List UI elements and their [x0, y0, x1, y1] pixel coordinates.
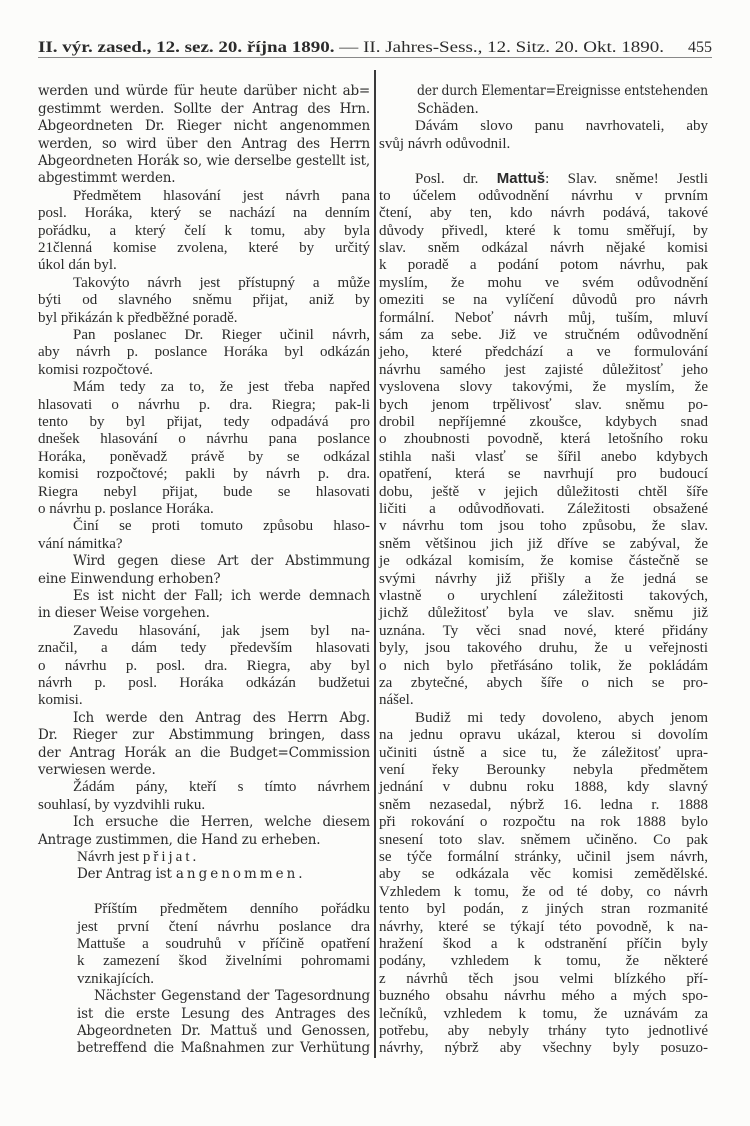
right-column-line [379, 571, 708, 588]
right-column-line [379, 745, 708, 762]
line-text: der durch Elementar=Ereignisse entstehenden [417, 83, 708, 100]
line-text: eine Einwendung erhoben? [38, 570, 221, 587]
left-column-line [77, 971, 370, 988]
left-column-line [38, 344, 370, 361]
line-text: dnešek hlasování o návrhu pana poslance [38, 431, 370, 448]
left-column-line [94, 988, 370, 1005]
left-column-line [77, 866, 370, 883]
line-text: Riegra nebyl přijat, bude se hlasovati [38, 483, 370, 500]
right-column-line [379, 310, 708, 327]
line-text: Budiž mi tedy dovoleno, abych jenom [415, 709, 708, 726]
left-column-line [73, 518, 370, 535]
line-text: dobu, ještě v jejich důležitosti chtěl šíře [379, 483, 708, 500]
right-column-line [417, 101, 708, 118]
line-text: Ich werde den Antrag des Herrn Abg. [73, 709, 370, 726]
left-column-line [73, 379, 370, 396]
line-text: pořádku, a který čelí k tomu, aby byla [38, 222, 370, 239]
right-column-line [379, 292, 708, 309]
line-text: vání námitka? [38, 535, 123, 552]
left-column-line [38, 675, 370, 692]
line-text: o návrhu p. poslance Horáka. [38, 500, 214, 517]
right-column-line [379, 762, 708, 779]
right-column-line [379, 431, 708, 448]
line-text: jest první čtení návrhu poslance dra [77, 918, 370, 935]
line-text: tento by byl přijat, tedy odpadává pro [38, 413, 370, 430]
left-column-line [77, 953, 370, 970]
left-column-line [73, 188, 370, 205]
line-text: při rokování o rozpočtu na rok 1888 bylo [379, 814, 708, 831]
left-column-line [38, 640, 370, 657]
right-column-line [379, 884, 708, 901]
line-text: úkol dán byl. [38, 257, 117, 274]
line-text: k poradě a podání potom návrhu, pak [379, 257, 708, 274]
line-text: uznána. Ty věci snad nové, které přidány [379, 622, 708, 639]
line-text: svůj návrh odůvodnil. [379, 135, 511, 152]
left-column-line [38, 223, 370, 240]
line-text: in dieser Weise vorgehen. [38, 605, 210, 622]
line-text: Antrage zustimmen, die Hand zu erheben. [38, 831, 321, 848]
left-column-line [73, 588, 370, 605]
line-text: o nich bylo přetřásáno tolik, že pokládám [379, 657, 708, 674]
line-text: návrhy, které se týkají této povodně, k na- [379, 918, 708, 935]
line-text: buzného obsahu návrhu mého a mých spo- [379, 988, 708, 1005]
right-column-line [379, 223, 708, 240]
left-column-line [77, 919, 370, 936]
left-column-line [38, 745, 370, 762]
line-text: o návrhu p. posl. dra. Riegra, aby byl [38, 657, 370, 674]
line-text: nášel. [379, 692, 414, 709]
left-column-line [73, 327, 370, 344]
right-column-line [415, 170, 708, 187]
left-column-line [38, 484, 370, 501]
left-column-line [38, 240, 370, 257]
right-column-line [379, 484, 708, 501]
line-text: potřebu, aby nebyly trhány tyto jednotlivé [379, 1022, 708, 1039]
line-text: je odkázal komisím, že komise částečně se [379, 553, 708, 570]
line-text: sněm většinou jich již dříve se zabýval, že [379, 535, 708, 552]
line-text: ličiti a odůvodňovati. Záležitosti obsažené [379, 500, 708, 517]
right-column-line [379, 988, 708, 1005]
line-text: Předmětem hlasování jest návrh pana [73, 187, 370, 204]
header-czech: II. výr. zased., 12. sez. 20. října 1890. [38, 39, 335, 56]
line-text: na jednu opravu ukázal, kterou si dovolím [379, 727, 708, 744]
line-text: v návrhu tom jsou toho způsobu, že slav. [379, 518, 708, 535]
right-column-line [379, 588, 708, 605]
right-column-line [415, 710, 708, 727]
left-column-line [73, 275, 370, 292]
right-column-line [379, 501, 708, 518]
line-text: to účelem odůvodnění návrhu v prvním [379, 187, 708, 204]
line-text: Dávám slovo panu navrhovateli, aby [415, 118, 708, 135]
left-column-line [38, 310, 370, 327]
line-text: gestimmt werden. Sollte der Antrag des Hrn. [38, 100, 370, 117]
line-text: vlastně o urychlení záležitosti takových, [379, 587, 708, 604]
line-text: hlasovati o návrhu p. dra. Riegra; pak-li [38, 396, 370, 413]
line-text: Žádám pány, kteří s tímto návrhem [73, 779, 370, 796]
right-column-line [415, 118, 708, 135]
right-column-line [379, 814, 708, 831]
line-text: jichž důležitosť byla ve slav. sněmu již [379, 605, 708, 622]
line-text: vení řeky Berounky nebyla předmětem [379, 761, 708, 778]
line-text: Der Antrag ist [77, 866, 172, 883]
right-column-line [379, 536, 708, 553]
line-text: Nächster Gegenstand der Tagesordnung [94, 988, 370, 1005]
right-column-line [379, 919, 708, 936]
right-column-line [379, 623, 708, 640]
right-column-line [379, 414, 708, 431]
spaced-result: přijat. [142, 848, 200, 865]
line-text: Wird gegen diese Art der Abstimmung [73, 553, 370, 570]
line-text: hražení škod a k odstranění příčin byly [379, 935, 708, 952]
right-column-line [379, 953, 708, 970]
column-divider [374, 70, 376, 1058]
right-column-line [379, 327, 708, 344]
right-column-line [379, 849, 708, 866]
line-text: Dr. Rieger zur Abstimmung bringen, dass [38, 727, 370, 744]
line-text: sám za sebe. Již ve stručném odůvodnění [379, 326, 708, 343]
right-column-line [379, 136, 708, 153]
line-text: lečníků, vzhledem k tomu, že uznávám za [379, 1005, 708, 1022]
line-text: podány, vzhledem k tomu, že některé [379, 953, 708, 970]
right-column-line [379, 832, 708, 849]
line-text: komisi rozpočtové. [38, 361, 153, 378]
line-text: tento byl podán, z jiných stran rozmanité [379, 901, 708, 918]
line-text: byl přikázán k předběžné poradě. [38, 309, 238, 326]
left-column-line [38, 414, 370, 431]
line-text: vyslovena slovy takovými, že myslím, že [379, 379, 708, 396]
line-text: jeho, které předchází a ve formulování [379, 344, 708, 361]
line-text: betreffend die Maßnahmen zur Verhütung [77, 1040, 370, 1057]
line-text: Mattuše a soudruhů v příčině opatření [77, 935, 370, 952]
line-text: býti od slavného sněmu přijat, aniž by [38, 292, 370, 309]
header-separator: — [339, 39, 359, 56]
line-text: bych jenom trpělivosť slav. sněmu po- [379, 396, 708, 413]
speaker-name: Mattuš [496, 170, 546, 188]
left-column-line [77, 936, 370, 953]
left-column-line [38, 205, 370, 222]
left-column-line [38, 431, 370, 448]
line-text: učiniti ústně a sice tu, že záležitosť upra- [379, 744, 708, 761]
left-column-line [73, 814, 370, 831]
left-column-line [77, 1023, 370, 1040]
line-text: myslím, že mohu ve svém odůvodnění [379, 274, 708, 291]
left-column-line [38, 501, 370, 518]
right-column-line [379, 397, 708, 414]
right-column-line [379, 866, 708, 883]
left-column-line [38, 83, 370, 100]
right-column-line [379, 797, 708, 814]
left-column-line [73, 553, 370, 570]
left-column-line [38, 449, 370, 466]
right-column-line [379, 1023, 708, 1040]
line-text: Takovýto návrh jest přístupný a může [73, 274, 370, 291]
line-text: opatření, která se navrhují pro budoucí [379, 466, 708, 483]
line-text: značil, a dám tedy především hlasovati [38, 640, 370, 657]
line-text: der Antrag Horák an die Budget=Commission [38, 744, 370, 761]
right-column-line [379, 675, 708, 692]
left-column-line [38, 536, 370, 553]
left-column-line [38, 118, 370, 135]
line-text: Návrh jest [77, 848, 140, 865]
right-column-line [379, 1006, 708, 1023]
line-text: vznikajících. [77, 970, 155, 987]
line-text: Pan poslanec Dr. Rieger učinil návrh, [73, 326, 370, 343]
line-text: svými návrhy již přišly a že jedná se [379, 570, 708, 587]
left-column-line [38, 153, 370, 170]
line-text: komisi. [38, 692, 83, 709]
right-column-line [379, 449, 708, 466]
right-column-line [379, 640, 708, 657]
right-column-line [379, 188, 708, 205]
line-text: aby se odkázala věc komisi zemědělské. [379, 866, 708, 883]
line-text: ist die erste Lesung des Antrages des [77, 1005, 370, 1022]
line-text: Horáka, poněvadž právě by se odkázal [38, 448, 370, 465]
left-column-line [38, 658, 370, 675]
left-column-line [38, 257, 370, 274]
right-column-line [379, 518, 708, 535]
left-column-line [38, 832, 370, 849]
line-text: za zbytečné, abych šíře o nich se pro- [379, 674, 708, 691]
right-column-line [379, 692, 708, 709]
line-text: aby návrh p. poslance Horáka byl odkázán [38, 344, 370, 361]
left-column-line [38, 397, 370, 414]
line-text: Vzhledem k tomu, že od té doby, co návrh [379, 883, 708, 900]
left-column-line [38, 136, 370, 153]
line-text: drobil nepříjemné zkoušce, kdybych snad [379, 413, 708, 430]
right-column-line [379, 605, 708, 622]
left-column-line [38, 292, 370, 309]
line-text: se týče formální stránky, učinil jsem návrh, [379, 848, 708, 865]
line-text: souhlasí, by vyzdvihli ruku. [38, 796, 206, 813]
left-column-line [38, 362, 370, 379]
right-column-line [379, 936, 708, 953]
right-column-line [379, 901, 708, 918]
line-text: omeziti se na vylíčení důvodů pro návrh [379, 292, 708, 309]
left-column-line [38, 571, 370, 588]
line-text: důvody přivedl, které k tomu směřují, by [379, 222, 708, 239]
right-column-line [379, 344, 708, 361]
line-text: o zhoubnosti povodně, která letošního roku [379, 431, 708, 448]
line-text: Ich ersuche die Herren, welche diesem [73, 814, 370, 831]
left-column-line [38, 692, 370, 709]
line-text: Činí se proti tomuto způsobu hlaso- [73, 518, 370, 535]
right-column-line [379, 275, 708, 292]
line-text: stihla naši vlasť se šířil anebo kdybych [379, 448, 708, 465]
line-text: snesení toto slav. sněmem učiněno. Co pak [379, 831, 708, 848]
line-text: Schäden. [417, 100, 479, 117]
left-column-line [77, 1006, 370, 1023]
left-column-line [73, 710, 370, 727]
page-number: 455 [688, 39, 712, 56]
line-text: werden, so wird über den Antrag des Herrn [38, 135, 370, 152]
line-text: Mám tedy za to, že jest třeba napřed [73, 379, 370, 396]
header-title [38, 38, 664, 58]
left-column-line [94, 901, 370, 918]
right-column-line [379, 779, 708, 796]
line-text: jednání v dubnu roku 1888, kdy slavný [379, 779, 708, 796]
left-column-line [38, 762, 370, 779]
left-column-line [38, 170, 370, 187]
left-column-line [38, 101, 370, 118]
line-text: formální. Neboť návrh můj, tuším, mluví [379, 309, 708, 326]
right-column-line [379, 379, 708, 396]
line-text: návrhu samého jest zajisté důležitosť jeho [379, 361, 708, 378]
left-column-line [38, 797, 370, 814]
line-text: návrhy, nýbrž aby všechny byly posuzo- [379, 1040, 708, 1057]
left-column-line [38, 605, 370, 622]
line-text: Abgeordneten Dr. Mattuš und Genossen, [77, 1022, 370, 1039]
line-text: k zamezení škod živelními pohromami [77, 953, 370, 970]
line-text: posl. Horáka, který se nachází na denním [38, 205, 370, 222]
right-column-line [379, 240, 708, 257]
line-text: verwiesen werde. [38, 761, 156, 778]
line-text-rest: : Slav. sněme! Jestli [545, 171, 708, 188]
right-column-line [379, 466, 708, 483]
line-text: Zavedu hlasování, jak jsem byl na- [73, 622, 370, 639]
right-column-line [379, 727, 708, 744]
line-text: komisi rozpočtové; pakli by návrh p. dra. [38, 466, 370, 483]
right-column-line [379, 553, 708, 570]
right-column-line [379, 971, 708, 988]
left-column-line [77, 1040, 370, 1057]
line-text: byly, jsou takového druhu, že u veřejnosti [379, 640, 708, 657]
right-column-line [379, 362, 708, 379]
line-text: Abgeordneten Dr. Rieger nicht angenommen [38, 118, 370, 135]
line-text: 21členná komise zvolena, které by určitý [38, 239, 370, 256]
right-column-line [379, 257, 708, 274]
line-text: Příštím předmětem denního pořádku [94, 901, 370, 918]
line-text: čtení, aby ten, kdo návrh podává, takové [379, 205, 708, 222]
header-german: II. Jahres-Sess., 12. Sitz. 20. Okt. 1890. [363, 39, 664, 56]
left-column-line [77, 849, 370, 866]
line-text: Posl. dr. [415, 171, 497, 188]
line-text: abgestimmt werden. [38, 170, 176, 187]
right-column-line [379, 658, 708, 675]
line-text: werden und würde für heute darüber nicht ab= [38, 83, 370, 100]
left-column-line [38, 727, 370, 744]
line-text: sněm nezasedal, nýbrž 16. ledna r. 1888 [379, 796, 708, 813]
left-column-line [73, 623, 370, 640]
line-text: Abgeordneten Horák so, wie derselbe gestellt ist, [38, 152, 370, 169]
header-rule [38, 57, 712, 58]
line-text: návrh p. posl. Horáka odkázán budžetui [38, 674, 370, 691]
right-column-line [379, 205, 708, 222]
line-text: slav. sněm odkázal návrh nějaké komisi [379, 239, 708, 256]
line-text: Es ist nicht der Fall; ich werde demnach [73, 587, 370, 604]
spaced-result: angenommen. [175, 866, 306, 883]
right-column-line [379, 1040, 708, 1057]
left-column-line [73, 779, 370, 796]
left-column-line [38, 466, 370, 483]
line-text: z návrhů těch jsou velmi blízkého pří- [379, 970, 708, 987]
right-column-line [417, 83, 708, 100]
